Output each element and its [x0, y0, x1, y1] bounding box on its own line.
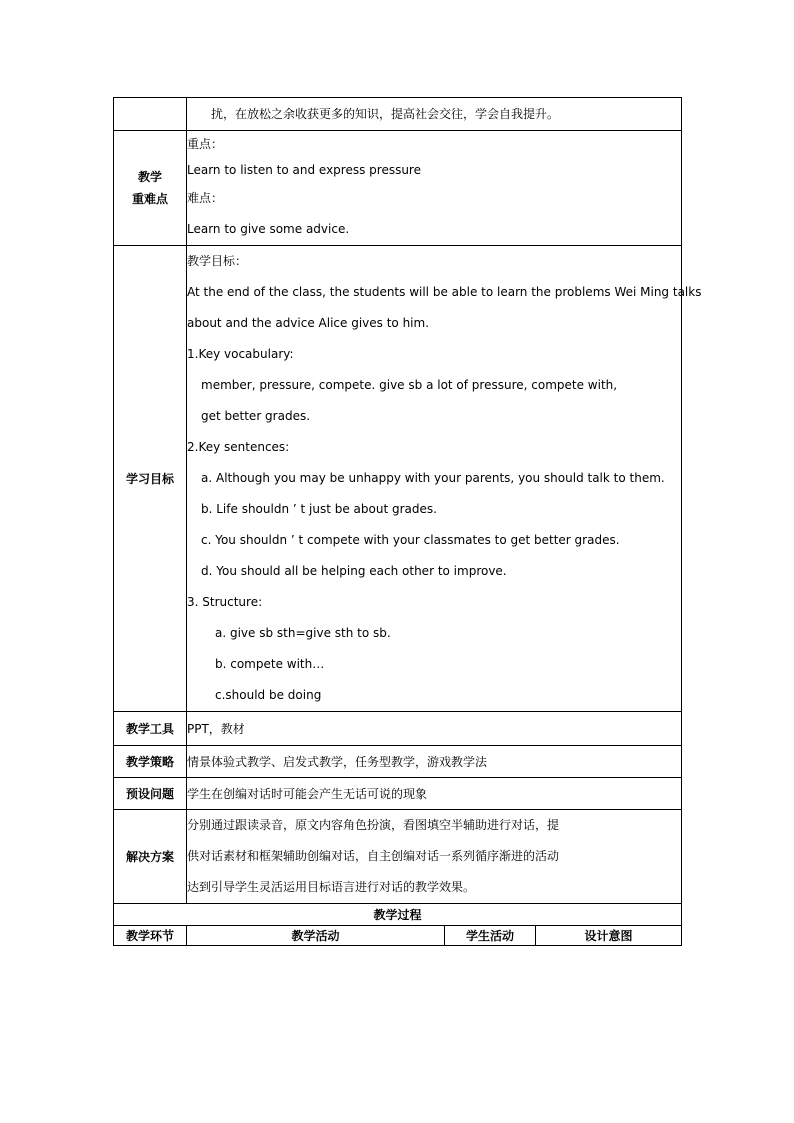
solution-line: 达到引导学生灵活运用目标语言进行对话的教学效果。	[187, 880, 476, 894]
column-header: 教学活动	[187, 926, 445, 946]
tools-label: 教学工具	[114, 712, 187, 746]
table-row	[114, 98, 682, 131]
column-header: 设计意图	[536, 926, 682, 946]
sentence-item: b. Life shouldn ’ t just be about grades.	[201, 502, 437, 516]
sentences-heading: 2.Key sentences:	[187, 440, 290, 454]
key-points-content	[187, 131, 682, 246]
table-row	[114, 746, 682, 778]
important-text: Learn to listen to and express pressure	[187, 163, 421, 177]
table-row	[114, 810, 682, 904]
sentence-item: a. Although you may be unhappy with your parents, you should talk to them.	[201, 471, 665, 485]
objectives-intro-line: At the end of the class, the students will be able to learn the problems Wei Ming talks	[187, 285, 702, 299]
key-points-label: 教学 重难点	[114, 131, 187, 246]
important-heading: 重点：	[187, 137, 224, 151]
vocab-line: get better grades.	[201, 409, 311, 423]
objectives-intro-line: about and the advice Alice gives to him.	[187, 316, 430, 330]
problem-label: 预设问题	[114, 778, 187, 810]
structure-item: a. give sb sth=give sth to sb.	[215, 626, 391, 640]
vocab-line: member, pressure, compete. give sb a lot of pressure, compete with,	[201, 378, 618, 392]
structure-item: c.should be doing	[215, 688, 322, 702]
structure-item: b. compete with…	[215, 657, 325, 671]
continuation-cell	[187, 98, 682, 131]
table-header-row	[114, 926, 682, 946]
table-row	[114, 904, 682, 926]
column-header: 教学环节	[114, 926, 187, 946]
solution-content	[187, 810, 682, 904]
table-row	[114, 131, 682, 246]
table-row	[114, 778, 682, 810]
process-title: 教学过程	[114, 904, 682, 926]
sentence-item: d. You should all be helping each other to improve.	[201, 564, 507, 578]
solution-line: 分别通过跟读录音，原文内容角色扮演，看图填空半辅助进行对话，提	[187, 818, 560, 832]
objectives-heading: 教学目标：	[187, 254, 248, 268]
vocab-heading: 1.Key vocabulary:	[187, 347, 294, 361]
difficult-heading: 难点：	[187, 191, 224, 205]
empty-label-cell	[114, 98, 187, 131]
table-row	[114, 246, 682, 712]
continuation-text: 扰，在放松之余收获更多的知识，提高社会交往，学会自我提升。	[211, 107, 560, 121]
sentence-item: c. You shouldn ’ t compete with your classmates to get better grades.	[201, 533, 620, 547]
structure-heading: 3. Structure:	[187, 595, 263, 609]
difficult-text: Learn to give some advice.	[187, 222, 350, 236]
lesson-plan-table	[113, 97, 702, 946]
table-row	[114, 712, 682, 746]
problem-value: 学生在创编对话时可能会产生无话可说的现象	[187, 778, 682, 810]
objectives-label: 学习目标	[114, 246, 187, 712]
tools-value: PPT，教材	[187, 712, 682, 746]
solution-label: 解决方案	[114, 810, 187, 904]
solution-line: 供对话素材和框架辅助创编对话，自主创编对话一系列循序渐进的活动	[187, 849, 560, 863]
strategy-value: 情景体验式教学、启发式教学，任务型教学，游戏教学法	[187, 746, 682, 778]
column-header: 学生活动	[445, 926, 536, 946]
objectives-content	[187, 246, 702, 712]
strategy-label: 教学策略	[114, 746, 187, 778]
